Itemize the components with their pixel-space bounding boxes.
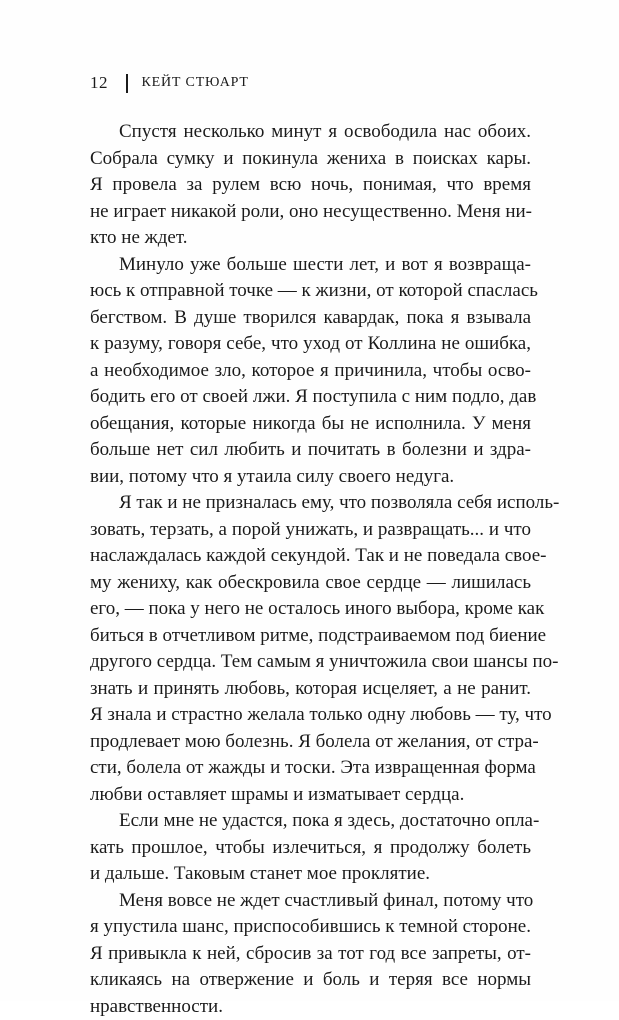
- text-line: бегством. В душе творился кавардак, пока я взывала: [90, 305, 531, 332]
- text-line: его, — пока у него не осталось иного выбора, кроме как: [90, 596, 531, 623]
- paragraph: [90, 490, 531, 808]
- text-line: а необходимое зло, которое я причинила, чтобы осво-: [90, 358, 531, 385]
- text-line: Я так и не призналась ему, что позволяла себя исполь-: [90, 490, 531, 517]
- text-line: не играет никакой роли, оно несущественно. Меня ни-: [90, 199, 531, 226]
- author-name: КЕЙТ СТЮАРТ: [142, 73, 249, 93]
- text-line: зовать, терзать, а порой унижать, и развращать... и что: [90, 517, 531, 544]
- text-line: к разуму, говоря себе, что уход от Коллина не ошибка,: [90, 331, 531, 358]
- text-line: Минуло уже больше шести лет, и вот я возвраща-: [90, 252, 531, 279]
- text-line: знать и принять любовь, которая исцеляет, а не ранит.: [90, 676, 531, 703]
- text-line: нравственности.: [90, 994, 531, 1020]
- running-head: [90, 73, 249, 93]
- text-line: Я привыкла к ней, сбросив за тот год все запреты, от-: [90, 941, 531, 968]
- text-line: кто не ждет.: [90, 225, 531, 252]
- text-line: Если мне не удастся, пока я здесь, достаточно опла-: [90, 808, 531, 835]
- page-number: 12: [90, 73, 108, 93]
- text-line: и дальше. Таковым станет мое проклятие.: [90, 861, 531, 888]
- text-line: му жениху, как обескровила свое сердце — лишилась: [90, 570, 531, 597]
- text-line: вии, потому что я утаила силу своего недуга.: [90, 464, 531, 491]
- text-line: Собрала сумку и покинула жениха в поисках кары.: [90, 146, 531, 173]
- text-line: кликаясь на отвержение и боль и теряя все нормы: [90, 967, 531, 994]
- paragraph: [90, 119, 531, 252]
- paragraph: [90, 808, 531, 888]
- text-line: бодить его от своей лжи. Я поступила с ним подло, дав: [90, 384, 531, 411]
- text-line: Меня вовсе не ждет счастливый финал, потому что: [90, 888, 531, 915]
- text-line: Спустя несколько минут я освободила нас обоих.: [90, 119, 531, 146]
- text-line: другого сердца. Тем самым я уничтожила свои шансы по-: [90, 649, 531, 676]
- text-line: кать прошлое, чтобы излечиться, я продолжу болеть: [90, 835, 531, 862]
- body-text: [90, 119, 531, 1020]
- text-line: обещания, которые никогда бы не исполнила. У меня: [90, 411, 531, 438]
- text-line: сти, болела от жажды и тоски. Эта извращенная форма: [90, 755, 531, 782]
- text-line: больше нет сил любить и почитать в болезни и здра-: [90, 437, 531, 464]
- text-line: биться в отчетливом ритме, подстраиваемом под биение: [90, 623, 531, 650]
- paragraph: [90, 252, 531, 491]
- paragraph: [90, 888, 531, 1020]
- text-line: я упустила шанс, приспособившись к темной стороне.: [90, 914, 531, 941]
- text-line: Я провела за рулем всю ночь, понимая, что время: [90, 172, 531, 199]
- text-line: юсь к отправной точке — к жизни, от которой спаслась: [90, 278, 531, 305]
- text-line: любви оставляет шрамы и изматывает сердца.: [90, 782, 531, 809]
- text-line: наслаждалась каждой секундой. Так и не поведала свое-: [90, 543, 531, 570]
- header-separator: [126, 74, 128, 93]
- text-line: продлевает мою болезнь. Я болела от желания, от стра-: [90, 729, 531, 756]
- text-line: Я знала и страстно желала только одну любовь — ту, что: [90, 702, 531, 729]
